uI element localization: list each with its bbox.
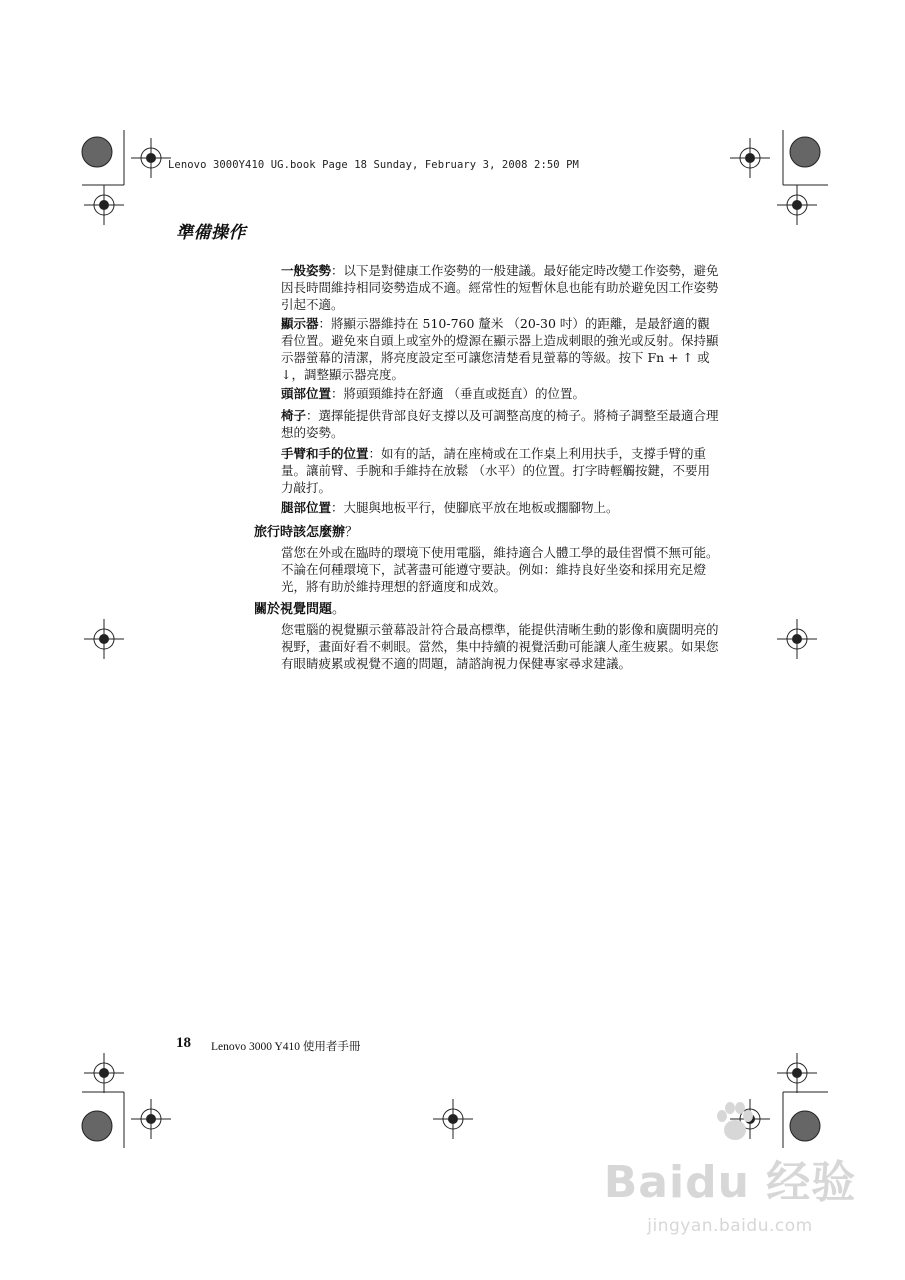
item-arms-hands	[281, 445, 721, 496]
watermark-brand: Baidu 经验	[603, 1157, 857, 1208]
item-lead: 椅子	[281, 408, 307, 423]
section-title: 準備操作	[176, 223, 246, 243]
registration-mark-icon	[777, 185, 817, 225]
registration-mark-icon	[84, 185, 124, 225]
watermark	[595, 1146, 865, 1266]
registration-mark-icon	[433, 1099, 473, 1139]
item-lead: 頭部位置	[281, 386, 332, 401]
item-lead: 腿部位置	[281, 500, 332, 515]
item-posture	[281, 262, 721, 313]
item-text: ：將頭頸維持在舒適 （垂直或挺直）的位置。	[331, 386, 585, 401]
book-title: Lenovo 3000 Y410 使用者手冊	[211, 1041, 361, 1053]
item-display	[281, 315, 721, 383]
travel-text: 當您在外或在臨時的環境下使用電腦，維持適合人體工學的最佳習慣不無可能。不論在何種環境下，試著盡可能遵守要訣。例如：維持良好坐姿和採用充足燈光，將有助於維持理想的舒適度和成效。	[281, 545, 719, 594]
item-lead: 一般姿勢	[281, 263, 332, 278]
color-target-icon	[790, 1111, 820, 1141]
color-target-icon	[82, 1111, 112, 1141]
registration-mark-icon	[777, 1053, 817, 1093]
item-text: ：選擇能提供背部良好支撐以及可調整高度的椅子。將椅子調整至最適合理想的姿勢。	[281, 408, 719, 440]
color-target-icon	[790, 137, 820, 167]
item-head-position	[281, 385, 721, 402]
item-lead: 手臂和手的位置	[281, 446, 369, 461]
vision-heading-tail: 。	[332, 602, 346, 617]
page-number: 18	[176, 1035, 191, 1051]
item-text: ：如有的話，請在座椅或在工作桌上利用扶手，支撐手臂的重量。讓前臂、手腕和手維持在放鬆 （水平）的位置。打字時輕觸按鍵，不要用力敲打。	[281, 446, 710, 495]
travel-heading-text: 旅行時該怎麼辦	[254, 525, 346, 540]
item-legs	[281, 499, 721, 516]
item-text: ：以下是對健康工作姿勢的一般建議。最好能定時改變工作姿勢，避免因長時間維持相同姿勢造成不適。經常性的短暫休息也能有助於避免因工作姿勢引起不適。	[281, 263, 719, 312]
print-header: Lenovo 3000Y410 UG.book Page 18 Sunday, February 3, 2008 2:50 PM	[168, 159, 579, 171]
registration-mark-icon	[131, 1099, 171, 1139]
item-text: ：將顯示器維持在 510-760 釐米 （20-30 吋）的距離，是最舒適的觀看位置。避免來自頭上或室外的燈源在顯示器上造成刺眼的強光或反射。保持顯示器螢幕的清潔，將亮度設定至可讓您清楚看見螢幕的等級。按下 Fn + ↑ 或 ↓，調整顯示器亮度。	[281, 316, 719, 382]
registration-mark-icon	[84, 1053, 124, 1093]
item-chair	[281, 407, 721, 441]
vision-text: 您電腦的視覺顯示螢幕設計符合最高標準，能提供清晰生動的影像和廣闊明亮的視野，畫面好看不刺眼。當然，集中持續的視覺活動可能讓人產生疲累。如果您有眼睛疲累或視覺不適的問題，請諮詢視力保健專家尋求建議。	[281, 622, 719, 671]
registration-mark-icon	[84, 619, 124, 659]
vision-heading	[254, 598, 345, 617]
paw-icon	[713, 1102, 755, 1142]
registration-mark-icon	[131, 138, 171, 178]
item-text: ：大腿與地板平行，使腳底平放在地板或擱腳物上。	[331, 500, 619, 515]
travel-heading-tail: ？	[345, 525, 359, 540]
item-lead: 顯示器	[281, 316, 319, 331]
vision-heading-text: 關於視覺問題	[254, 602, 333, 617]
registration-mark-icon	[730, 138, 770, 178]
registration-mark-icon	[777, 619, 817, 659]
travel-heading	[254, 521, 358, 540]
color-target-icon	[82, 137, 112, 167]
watermark-url: jingyan.baidu.com	[647, 1216, 813, 1236]
